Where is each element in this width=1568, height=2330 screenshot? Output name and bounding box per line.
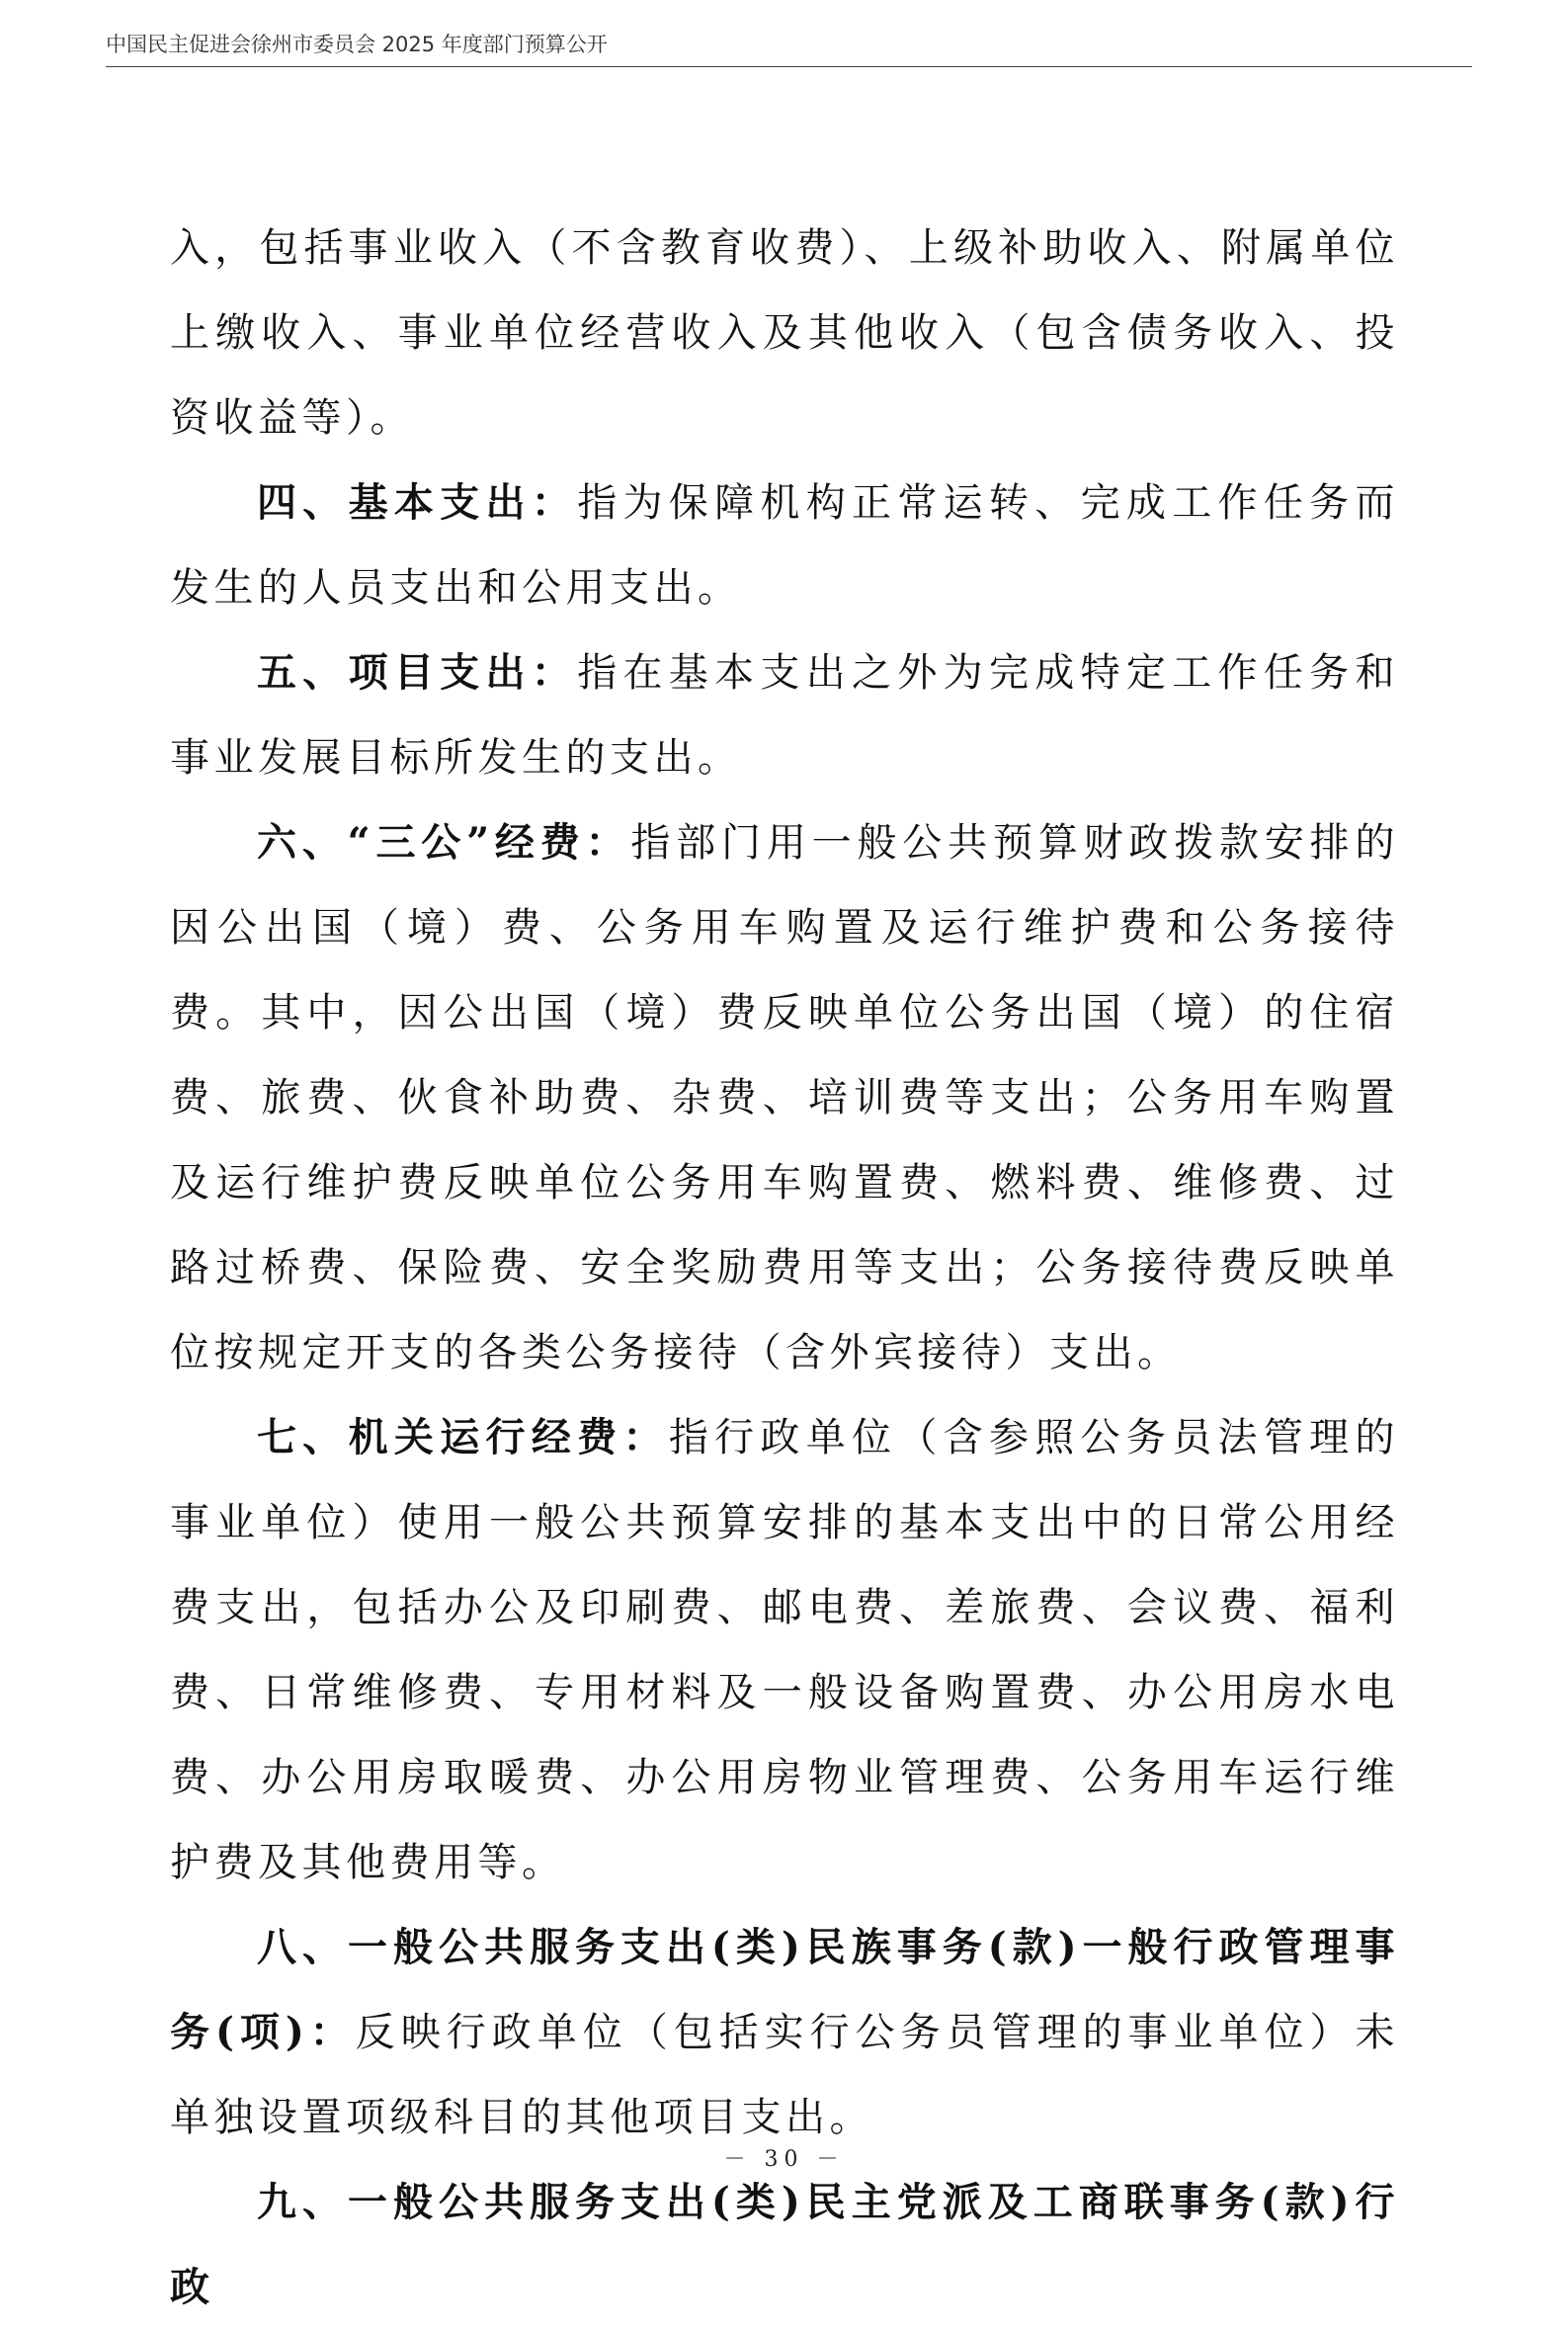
term-three-public-expenses: 六、“三公”经费： <box>257 819 631 866</box>
paragraph-democratic-parties <box>170 2160 1399 2330</box>
paragraph-three-public-expenses <box>170 800 1399 1395</box>
term-ethnic-affairs: 八、一般公共服务支出(类)民族事务(款)一般行政管理事务(项)： <box>170 1924 1399 2055</box>
header-divider <box>106 66 1472 67</box>
term-agency-operating-expenses: 七、机关运行经费： <box>257 1414 669 1460</box>
paragraph-agency-operating-expenses <box>170 1395 1399 1905</box>
term-democratic-parties: 九、一般公共服务支出(类)民主党派及工商联事务(款)行政 <box>170 2179 1399 2310</box>
paragraph-project-expenditure <box>170 630 1399 800</box>
paragraph-text: 指部门用一般公共预算财政拨款安排的因公出国（境）费、公务用车购置及运行维护费和公务接待费。其中，因公出国（境）费反映单位公务出国（境）的住宿费、旅费、伙食补助费、杂费、培训费等支出；公务用车购置及运行维护费反映单位公务用车购置费、燃料费、维修费、过路过桥费、保险费、安全奖励费用等支出；公务接待费反映单位按规定开支的各类公务接待（含外宾接待）支出。 <box>170 820 1400 1375</box>
page-header: 中国民主促进会徐州市委员会 2025 年度部门预算公开 <box>106 33 608 56</box>
paragraph-ethnic-affairs <box>170 1905 1399 2160</box>
paragraph-text: 指为保障机构正常运转、完成工作任务而发生的人员支出和公用支出。 <box>170 480 1399 611</box>
paragraph-continuation <box>170 206 1399 460</box>
paragraph-text: 指在基本支出之外为完成特定工作任务和事业发展目标所发生的支出。 <box>170 650 1399 781</box>
paragraph-basic-expenditure <box>170 460 1399 630</box>
term-basic-expenditure: 四、基本支出： <box>257 479 578 526</box>
paragraph-text: 指行政单位（含参照公务员法管理的事业单位）使用一般公共预算安排的基本支出中的日常公用经费支出，包括办公及印刷费、邮电费、差旅费、会议费、福利费、日常维修费、专用材料及一般设备购置费、办公用房水电费、办公用房取暖费、办公用房物业管理费、公务用车运行维护费及其他费用等。 <box>170 1415 1399 1885</box>
paragraph-text: 反映行政单位（包括实行公务员管理的事业单位）未单独设置项级科目的其他项目支出。 <box>170 2010 1400 2140</box>
page-number: － 30 － <box>723 2147 845 2172</box>
document-body <box>170 206 1399 2330</box>
term-project-expenditure: 五、项目支出： <box>257 649 578 696</box>
paragraph-text: 入，包括事业收入（不含教育收费）、上级补助收入、附属单位上缴收入、事业单位经营收入及其他收入（包含债务收入、投资收益等）。 <box>170 225 1399 441</box>
